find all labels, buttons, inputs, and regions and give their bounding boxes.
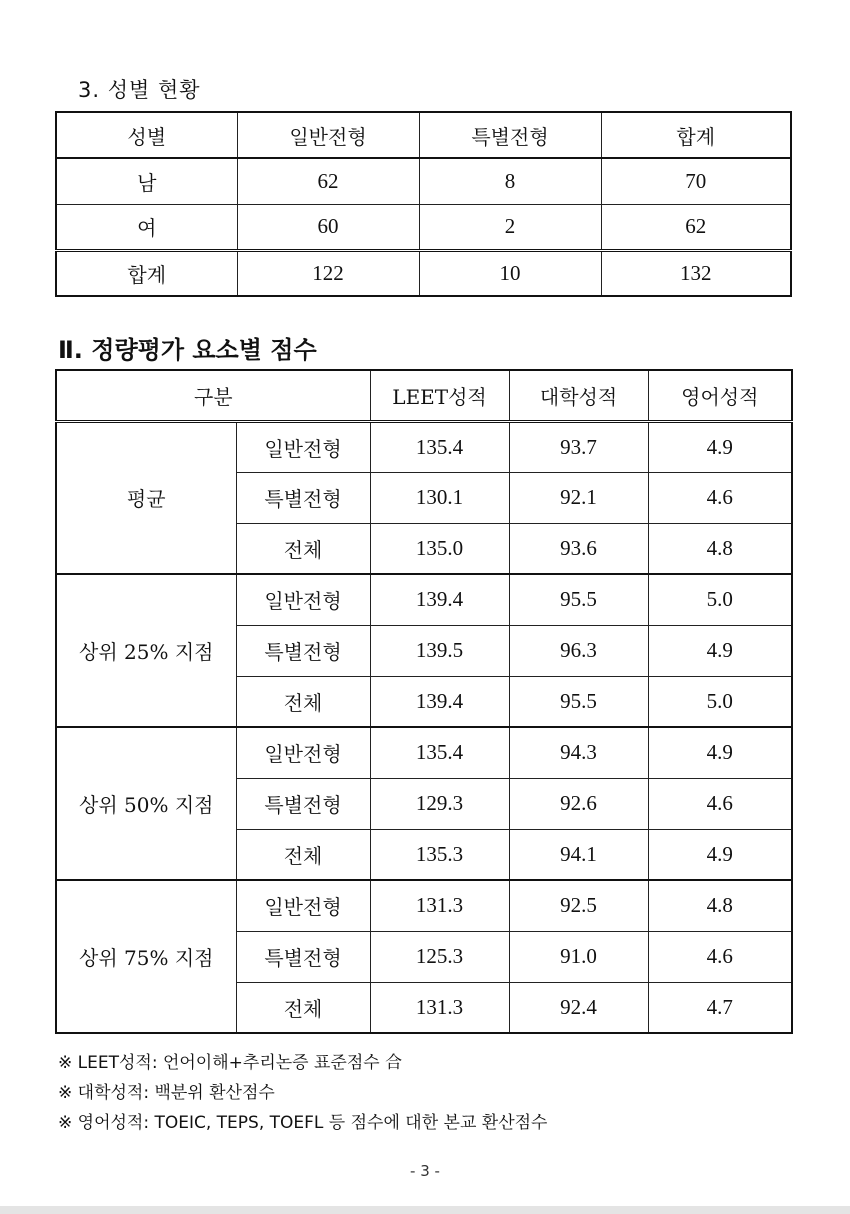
header-univ: 대학성적 [509,370,648,421]
admission-type-cell: 특별전형 [236,472,370,523]
admission-type-cell: 전체 [236,982,370,1033]
value-cell: 62 [237,158,419,204]
leet-score-cell: 130.1 [370,472,509,523]
header-english: 영어성적 [648,370,792,421]
admission-type-cell: 일반전형 [236,727,370,778]
admission-type-cell: 특별전형 [236,778,370,829]
header-category: 구분 [56,370,370,421]
english-score-cell: 4.9 [648,829,792,880]
group-label-cell: 상위 25% 지점 [56,574,236,727]
english-score-cell: 4.8 [648,523,792,574]
value-cell: 2 [419,204,601,250]
group-label-cell: 평균 [56,421,236,574]
value-cell: 10 [419,250,601,296]
english-score-cell: 4.6 [648,931,792,982]
header-gender: 성별 [56,112,237,158]
univ-score-cell: 94.1 [509,829,648,880]
table-row [56,158,791,204]
univ-score-cell: 93.6 [509,523,648,574]
gender-cell: 남 [56,158,237,204]
english-score-cell: 4.8 [648,880,792,931]
value-cell: 60 [237,204,419,250]
total-label-cell: 합계 [56,250,237,296]
footnote-english: ※ 영어성적: TOEIC, TEPS, TOEFL 등 점수에 대한 본교 환산점수 [58,1113,548,1133]
table-row [56,204,791,250]
admission-type-cell: 전체 [236,523,370,574]
value-cell: 122 [237,250,419,296]
english-score-cell: 4.9 [648,421,792,472]
gender-status-table [55,111,792,297]
header-special: 특별전형 [419,112,601,158]
table-row [56,880,792,931]
english-score-cell: 4.9 [648,625,792,676]
leet-score-cell: 139.4 [370,676,509,727]
univ-score-cell: 92.1 [509,472,648,523]
admission-type-cell: 일반전형 [236,574,370,625]
univ-score-cell: 93.7 [509,421,648,472]
leet-score-cell: 125.3 [370,931,509,982]
univ-score-cell: 96.3 [509,625,648,676]
table-header-row [56,370,792,421]
admission-type-cell: 일반전형 [236,880,370,931]
leet-score-cell: 129.3 [370,778,509,829]
value-cell: 62 [601,204,791,250]
page-bottom-divider [0,1206,850,1214]
header-leet: LEET성적 [370,370,509,421]
value-cell: 132 [601,250,791,296]
header-total: 합계 [601,112,791,158]
section-title-gender-status: 3. 성별 현황 [78,78,201,102]
value-cell: 70 [601,158,791,204]
footnote-univ: ※ 대학성적: 백분위 환산점수 [58,1083,275,1103]
admission-type-cell: 특별전형 [236,931,370,982]
leet-score-cell: 139.5 [370,625,509,676]
table-header-row [56,112,791,158]
group-label-cell: 상위 50% 지점 [56,727,236,880]
group-label-cell: 상위 75% 지점 [56,880,236,1033]
english-score-cell: 4.6 [648,472,792,523]
leet-score-cell: 135.0 [370,523,509,574]
table-row [56,574,792,625]
leet-score-cell: 135.4 [370,421,509,472]
univ-score-cell: 92.5 [509,880,648,931]
univ-score-cell: 92.4 [509,982,648,1033]
univ-score-cell: 95.5 [509,676,648,727]
english-score-cell: 5.0 [648,574,792,625]
page-number: - 3 - [410,1162,440,1180]
admission-type-cell: 일반전형 [236,421,370,472]
univ-score-cell: 91.0 [509,931,648,982]
english-score-cell: 4.9 [648,727,792,778]
univ-score-cell: 94.3 [509,727,648,778]
leet-score-cell: 135.3 [370,829,509,880]
footnote-leet: ※ LEET성적: 언어이해+추리논증 표준점수 合 [58,1053,403,1073]
section-heading-quantitative-scores: Ⅱ. 정량평가 요소별 점수 [58,336,317,364]
table-row [56,727,792,778]
english-score-cell: 5.0 [648,676,792,727]
univ-score-cell: 92.6 [509,778,648,829]
admission-type-cell: 전체 [236,676,370,727]
leet-score-cell: 139.4 [370,574,509,625]
header-general: 일반전형 [237,112,419,158]
admission-type-cell: 특별전형 [236,625,370,676]
footnotes [58,1048,547,1138]
gender-cell: 여 [56,204,237,250]
leet-score-cell: 135.4 [370,727,509,778]
table-row [56,421,792,472]
english-score-cell: 4.7 [648,982,792,1033]
value-cell: 8 [419,158,601,204]
total-row [56,250,791,296]
leet-score-cell: 131.3 [370,982,509,1033]
admission-type-cell: 전체 [236,829,370,880]
quantitative-score-table [55,369,793,1034]
english-score-cell: 4.6 [648,778,792,829]
univ-score-cell: 95.5 [509,574,648,625]
leet-score-cell: 131.3 [370,880,509,931]
